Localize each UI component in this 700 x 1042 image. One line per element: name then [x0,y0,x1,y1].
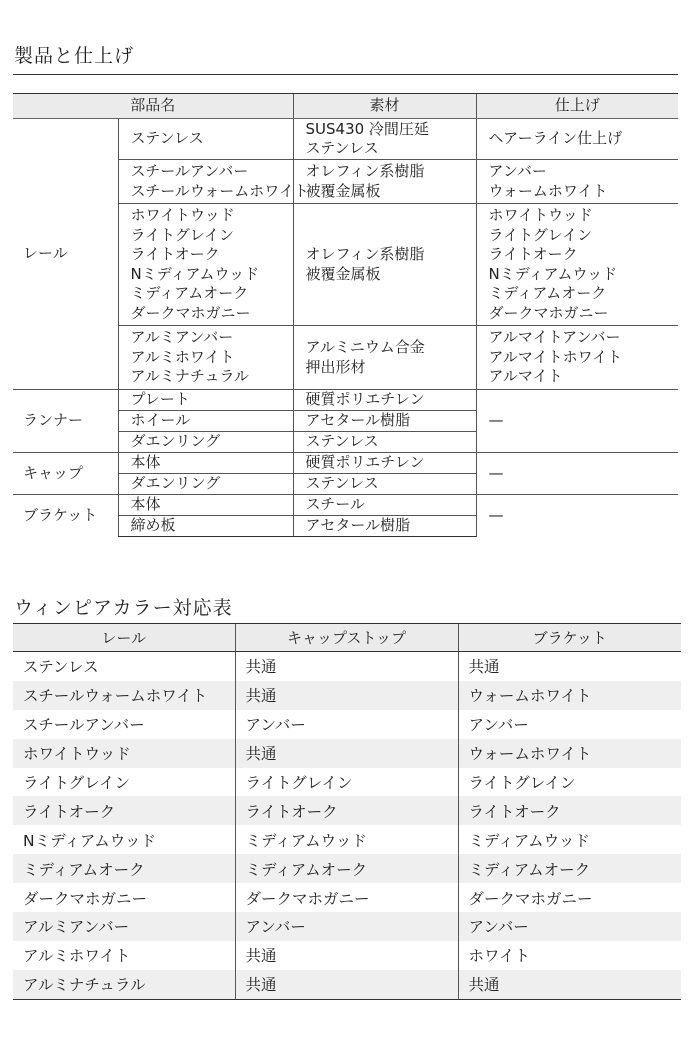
cap-stop-color-cell: アンバー [235,710,458,739]
table-row [13,825,681,854]
rail-color-cell: アルミナチュラル [13,970,235,999]
bracket-color-cell: ウォームホワイト [458,681,681,710]
column-header-cap-stop: キャップストップ [235,624,458,652]
cap-stop-color-cell: ライトグレイン [235,768,458,797]
part-cell: 本体 [118,453,293,474]
table-row [13,796,681,825]
rail-color-cell: ダークマホガニー [23,889,148,908]
bracket-color-cell: ライトオーク [458,796,681,825]
finish-dash: — [476,495,678,537]
part-cell: ステンレス [118,119,293,160]
finish-cell: アルマイトアンバー アルマイトホワイト アルマイト [476,326,678,390]
cap-stop-color-cell: 共通 [235,681,458,710]
part-cell: 本体 [118,495,293,516]
table-header-row [13,94,678,119]
material-cell: ステンレス [293,474,476,495]
table-row [13,739,681,768]
bracket-color-cell: ライトグレイン [458,768,681,797]
material-cell: スチール [293,495,476,516]
rail-color-cell: ホワイトウッド [13,739,235,768]
table-row [13,390,678,411]
part-cell: プレート [118,390,293,411]
bracket-color-cell: ミディアムオーク [458,854,681,883]
bracket-color-cell: アンバー [458,912,681,941]
part-cell: スチールアンバー スチールウォームホワイト [118,160,293,204]
column-header-finish: 仕上げ [476,94,678,119]
material-cell: 硬質ポリエチレン [293,390,476,411]
bracket-color-cell: ウォームホワイト [458,739,681,768]
bracket-color-cell: ダークマホガニー [458,883,681,912]
material-cell: アセタール樹脂 [293,516,476,537]
rail-color-cell: ライトグレイン [23,774,130,792]
products-finish-table [13,93,678,537]
column-header-rail: レール [13,624,235,652]
finish-cell: アンバー ウォームホワイト [476,160,678,204]
column-header-material: 素材 [293,94,476,119]
table-row [13,119,678,160]
bracket-color-cell: ホワイト [458,941,681,970]
group-label: ブラケット [13,495,118,537]
part-cell: 締め板 [118,516,293,537]
products-section-title: 製品と仕上げ [14,45,135,67]
finish-dash: — [476,390,678,453]
bracket-color-cell: 共通 [458,652,681,681]
material-cell: オレフィン系樹脂 被覆金属板 [293,204,476,326]
bracket-color-cell: 共通 [458,970,681,999]
color-compatibility-table [13,623,681,1000]
part-cell: ホワイトウッド ライトグレイン ライトオーク Nミディアムウッド ミディアムオーク ダークマホガニー [118,204,293,326]
rail-color-cell: スチールウォームホワイト [13,681,235,710]
rail-color-cell: ライトオーク [13,796,235,825]
table-row [13,652,681,681]
part-cell: ホイール [118,411,293,432]
cap-stop-color-cell: 共通 [235,970,458,999]
column-header-bracket: ブラケット [458,624,681,652]
column-header-part: 部品名 [13,94,293,119]
bracket-color-cell: ミディアムウッド [458,825,681,854]
finish-cell: ヘアーライン仕上げ [476,119,678,160]
table-row [13,453,678,474]
material-cell: オレフィン系樹脂 被覆金属板 [293,160,476,204]
title-divider [13,74,678,75]
table-row [13,768,681,797]
rail-color-cell: ステンレス [23,658,99,677]
table-header-row [13,624,681,652]
table-row [13,854,681,883]
material-cell: アルミニウム合金 押出形材 [293,326,476,390]
cap-stop-color-cell: ミディアムオーク [235,854,458,883]
cap-stop-color-cell: アンバー [235,912,458,941]
cap-stop-color-cell: 共通 [235,652,458,681]
table-row [13,941,681,970]
rail-color-cell: アルミホワイト [23,947,131,966]
table-row [13,912,681,941]
material-cell: アセタール樹脂 [293,411,476,432]
cap-stop-color-cell: ダークマホガニー [235,883,458,912]
cap-stop-color-cell: 共通 [235,739,458,768]
finish-cell: ホワイトウッド ライトグレイン ライトオーク Nミディアムウッド ミディアムオーク ダークマホガニー [476,204,678,326]
table-row [13,883,681,912]
group-label: レール [23,244,68,263]
rail-color-cell: スチールアンバー [23,716,145,735]
cap-stop-color-cell: 共通 [235,941,458,970]
part-cell: ダエンリング [118,474,293,495]
color-section-title: ウィンピアカラー対応表 [14,597,233,619]
cap-stop-color-cell: ミディアムウッド [235,825,458,854]
material-cell: SUS430 冷間圧延 ステンレス [293,119,476,160]
table-row [13,710,681,739]
table-row [13,970,681,999]
part-cell: ダエンリング [118,432,293,453]
rail-color-cell: アルミアンバー [13,912,235,941]
material-cell: 硬質ポリエチレン [293,453,476,474]
material-cell: ステンレス [293,432,476,453]
bracket-color-cell: アンバー [458,710,681,739]
table-row [13,495,678,516]
rail-color-cell: ミディアムオーク [13,854,235,883]
group-label: ランナー [13,390,118,453]
cap-stop-color-cell: ライトオーク [235,796,458,825]
part-cell: アルミアンバー アルミホワイト アルミナチュラル [118,326,293,390]
table-row [13,681,681,710]
finish-dash: — [476,453,678,495]
rail-color-cell: Nミディアムウッド [23,831,156,850]
group-label: キャップ [13,453,118,495]
